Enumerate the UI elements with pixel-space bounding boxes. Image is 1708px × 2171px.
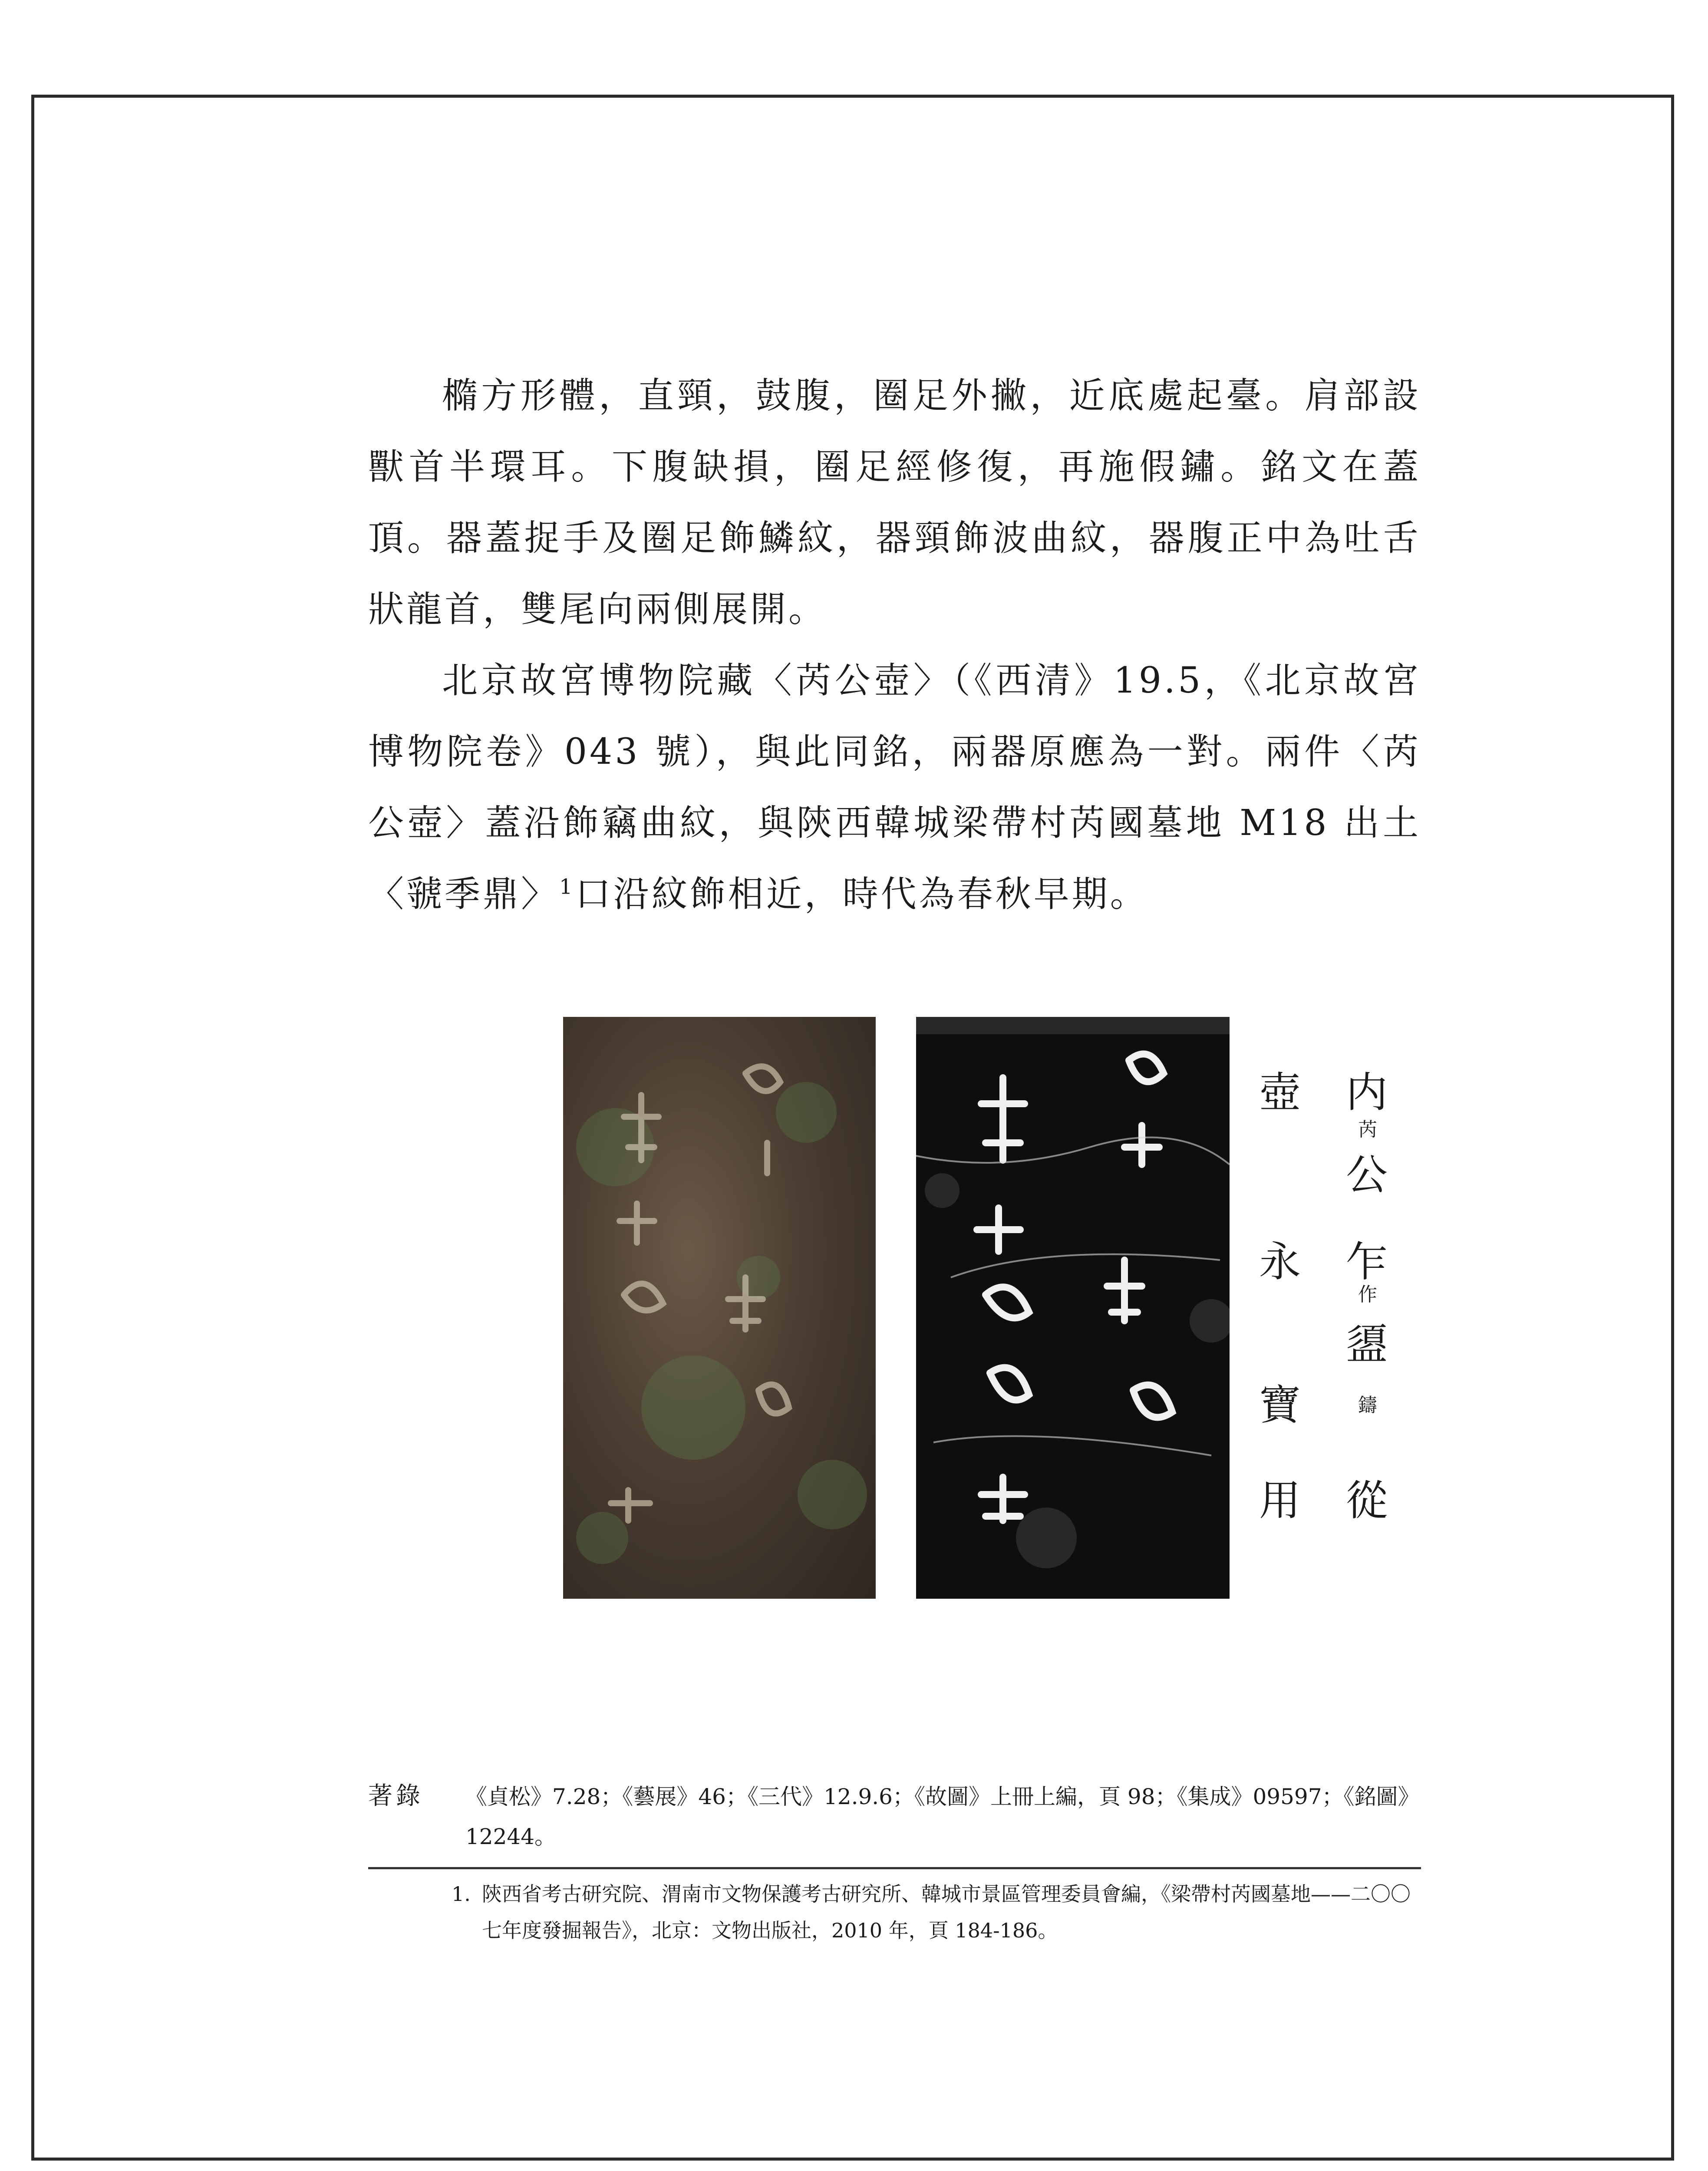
trans-char-3: 乍 xyxy=(1346,1237,1388,1286)
inscription-photo xyxy=(563,1017,876,1599)
trans-char-8: 寶 xyxy=(1259,1381,1301,1429)
body-text xyxy=(368,360,1421,930)
paragraph-2 xyxy=(368,645,1421,930)
bronze-texture xyxy=(563,1017,876,1599)
paragraph-1: 橢方形體，直頸，鼓腹，圈足外撇，近底處起臺。肩部設獸首半環耳。下腹缺損，圈足經修復，再施假鏽。銘文在蓋頂。器蓋捉手及圈足飾鱗紋，器頸飾波曲紋，器腹正中為吐舌狀龍首，雙尾向兩側展開。 xyxy=(368,375,1421,630)
trans-char-1: 内 xyxy=(1346,1068,1388,1117)
trans-char-6: 壺 xyxy=(1259,1068,1301,1117)
zhulu-label: 著錄 xyxy=(368,1782,424,1810)
trans-small-3: 鑄 xyxy=(1358,1394,1377,1416)
footnote-rule xyxy=(368,1867,1421,1869)
footnote-text: 陝西省考古研究院、渭南市文物保護考古研究所、韓城市景區管理委員會編，《梁帶村芮國墓地——二〇〇七年度發掘報告》，北京：文物出版社，2010 年，頁 184-186。 xyxy=(482,1882,1411,1942)
paragraph-2-text-b: 口沿紋飾相近，時代為春秋早期。 xyxy=(575,874,1148,915)
trans-char-4: 盨 xyxy=(1346,1320,1388,1369)
rubbing-image xyxy=(916,1017,1230,1599)
footnote-number: 1. xyxy=(452,1882,471,1906)
trans-char-2: 公 xyxy=(1346,1151,1388,1199)
trans-char-7: 永 xyxy=(1259,1237,1301,1286)
footnote-ref: 1 xyxy=(559,874,575,899)
trans-char-9: 用 xyxy=(1259,1476,1301,1525)
trans-small-1: 芮 xyxy=(1358,1118,1377,1141)
paragraph-2-text-a: 北京故宮博物院藏〈芮公壺〉（《西清》19.5，《北京故宮博物院卷》043 號），與此同銘，兩器原應為一對。兩件〈芮公壺〉蓋沿飾竊曲紋，與陝西韓城梁帶村芮國墓地 M18 出土〈虢季鼎〉 xyxy=(368,660,1421,915)
inscription-rubbing xyxy=(916,1017,1230,1599)
trans-char-5: 從 xyxy=(1346,1476,1388,1525)
footnote xyxy=(452,1876,1422,1949)
zhulu-text: 《貞松》7.28；《藝展》46；《三代》12.9.6；《故圖》上冊上編，頁 98；《集成》09597；《銘圖》12244。 xyxy=(465,1784,1420,1849)
trans-small-2: 作 xyxy=(1358,1283,1377,1306)
